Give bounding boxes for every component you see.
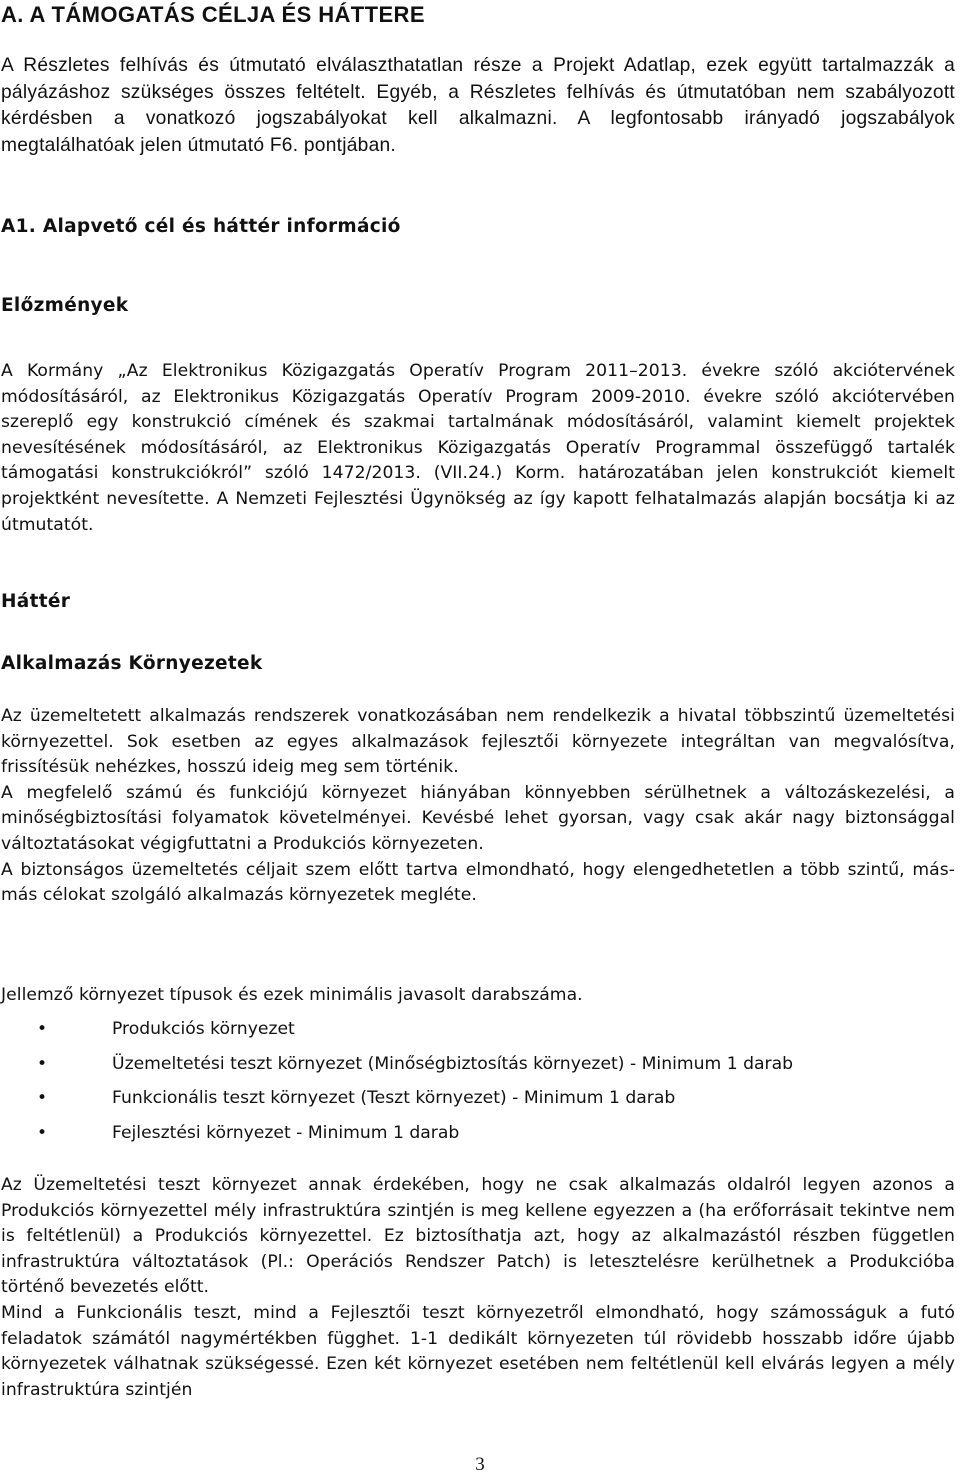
elozmenyek-body: [1, 359, 955, 538]
a1-heading: A1. Alapvető cél és háttér információ: [1, 216, 401, 237]
closing-body: [1, 1173, 955, 1403]
list-item: [0, 1116, 955, 1151]
list-item-text: Produkciós környezet: [112, 1019, 295, 1039]
hatter-heading: Háttér: [1, 591, 71, 612]
environment-list: [0, 1012, 955, 1150]
alkalmazas-body: [1, 704, 955, 909]
closing-paragraph-2: Mind a Funkcionális teszt, mind a Fejlesztői teszt környezetről elmondható, hogy számosságuk a futó feladatok számától nagymértékben függhet. 1-1 dedikált környezeten túl rövidebb hosszabb időre újabb környezetek válhatnak szükségessé. Ezen két környezet esetében nem feltétlenül kell elvárás legyen a mély infrastruktúra szintjén: [1, 1302, 955, 1400]
alkalmazas-paragraph-1: Az üzemeltetett alkalmazás rendszerek vonatkozásában nem rendelkezik a hivatal többszintű üzemeltetési környezettel. Sok esetben az egyes alkalmazások fejlesztői környezete integráltan van megvalósítva, frissítésük nehézkes, hosszú ideig meg sem történik.: [1, 706, 955, 778]
page-number: 3: [475, 1454, 485, 1475]
list-item: [0, 1081, 955, 1116]
list-item-text: Üzemeltetési teszt környezet (Minőségbiztosítás környezet) - Minimum 1 darab: [112, 1053, 794, 1074]
elozmenyek-heading: Előzmények: [1, 295, 129, 316]
bullet-icon: •: [37, 1088, 48, 1108]
alkalmazas-heading: Alkalmazás Környezetek: [1, 653, 263, 674]
list-item-text: Fejlesztési környezet - Minimum 1 darab: [112, 1122, 460, 1143]
list-intro: Jellemző környezet típusok és ezek minimális javasolt darabszáma.: [1, 985, 583, 1005]
alkalmazas-paragraph-3: A biztonságos üzemeltetés céljait szem előtt tartva elmondható, hogy elengedhetetlen a több szintű, más-más célokat szolgáló alkalmazás környezetek megléte.: [1, 859, 955, 906]
elozmenyek-paragraph: A Kormány „Az Elektronikus Közigazgatás Operatív Program 2011–2013. évekre szóló akciótervének módosításáról, az Elektronikus Közigazgatás Operatív Program 2009-2010. évekre szóló akciótervében szereplő egy konstrukció címének és szakmai tartalmának módosításáról, valamint kiemelt projektek nevesítésének módosításáról, az Elektronikus Közigazgatás Operatív Programmal összefüggő tartalék támogatási konstrukciókról” szóló 1472/2013. (VII.24.) Korm. határozatában jelen konstrukciót kiemelt projektként nevesítette. A Nemzeti Fejlesztési Ügynökség az így kapott felhatalmazás alapján bocsátja ki az útmutatót.: [1, 361, 955, 535]
bullet-icon: •: [37, 1019, 48, 1039]
section-title: A. A TÁMOGATÁS CÉLJA ÉS HÁTTERE: [1, 2, 425, 27]
bullet-icon: •: [37, 1053, 48, 1074]
list-item: [0, 1012, 955, 1047]
closing-paragraph-1: Az Üzemeltetési teszt környezet annak érdekében, hogy ne csak alkalmazás oldalról legyen azonos a Produkciós környezettel mély infrastruktúra szintjén is meg kellene egyezzen a (ha erőforrásait tekintve nem is feltétlenül) a Produkciós környezettel. Ez biztosíthatja azt, hogy az alkalmazástól részben független infrastruktúra változtatások (Pl.: Operációs Rendszer Patch) is letesztelésre kerülhetnek a Produkcióba történő bevezetés előtt.: [1, 1175, 955, 1298]
list-item-text: Funkcionális teszt környezet (Teszt környezet) - Minimum 1 darab: [112, 1088, 676, 1108]
alkalmazas-paragraph-2: A megfelelő számú és funkciójú környezet hiányában könnyebben sérülhetnek a változáskezelési, a minőségbiztosítási folyamatok követelményei. Kevésbé lehet gyorsan, vagy csak akár nagy biztonsággal változtatásokat végigfuttatni a Produkciós környezeten.: [1, 782, 955, 854]
bullet-icon: •: [37, 1122, 48, 1143]
intro-paragraph: A Részletes felhívás és útmutató elválaszthatatlan része a Projekt Adatlap, ezek együtt tartalmazzák a pályázáshoz szükséges összes feltételt. Egyéb, a Részletes felhívás és útmutatóban nem szabályozott kérdésben a vonatkozó jogszabályokat kell alkalmazni. A legfontosabb irányadó jogszabályok megtalálhatóak jelen útmutató F6. pontjában.: [1, 55, 955, 156]
list-item: [0, 1047, 955, 1082]
